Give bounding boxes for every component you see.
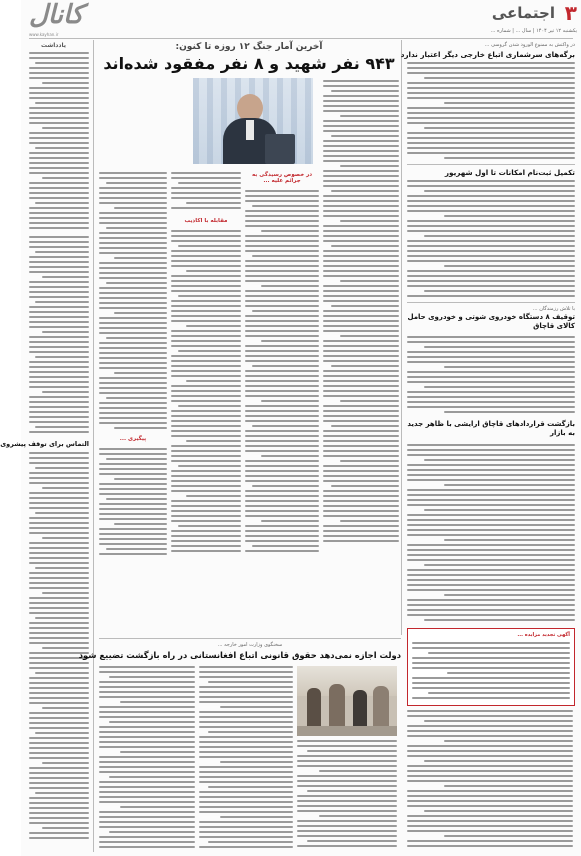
column-label: یادداشت: [41, 42, 66, 49]
sidebar-text-mid: [29, 236, 89, 436]
person-figure: [373, 686, 389, 730]
main-right-divider: [401, 40, 402, 635]
right-top-kicker: در واکنش به ممنوع الورود شدن گروسی ...: [484, 42, 575, 48]
bottom-kicker: سخنگوی وزارت امور خارجه ...: [217, 642, 283, 648]
right-lower-text: [407, 336, 575, 416]
right-lower-headline: توقیف ۸ دستگاه خودروی شوتی و خودروی حامل کالای قاچاق: [407, 313, 575, 330]
right-bottom-text: [407, 444, 575, 624]
sidebar-divider: [93, 40, 94, 852]
bottom-col-2: [199, 666, 293, 852]
sidebar-text-top: [29, 52, 89, 232]
main-col-3: [171, 230, 241, 560]
notice-text: [412, 642, 570, 702]
main-col-2: [245, 190, 319, 560]
person-figure: [353, 690, 367, 730]
main-kicker: آخرین آمار جنگ ۱۲ روزه تا کنون:: [175, 42, 323, 52]
sidebar-bottom-title: التماس برای توقف پیشروی: [0, 440, 89, 448]
logo-url: www.kayhan.ir: [29, 32, 59, 37]
main-headline: ۹۴۳ نفر شهید و ۸ نفر مفقود شده‌اند: [103, 54, 395, 73]
bottom-col-3: [99, 666, 195, 852]
page-number: ۳: [564, 1, 577, 25]
main-photo: [193, 78, 313, 164]
main-subhead-3: پیگیری ...: [119, 436, 147, 442]
right-mid-headline: تکمیل ثبت‌نام امکانات تا اول شهریور: [444, 168, 575, 177]
main-subhead-1: در خصوص رسیدگی به جرائم علیه ...: [251, 172, 313, 184]
right-lower-kicker: با تلاش رزمندگان ...: [532, 306, 575, 312]
person-figure: [307, 688, 321, 728]
bottom-headline: دولت اجازه نمی‌دهد حقوق قانونی اتباع افغانستانی در راه بازگشت تضییع شود: [78, 650, 401, 660]
masthead-divider: [29, 38, 573, 39]
main-col-4: [99, 172, 167, 432]
person-figure: [329, 684, 345, 730]
masthead: [411, 1, 577, 26]
logo-text: کانال: [29, 0, 84, 30]
right-final-text: [407, 710, 573, 852]
bottom-col-1: [297, 740, 397, 852]
microphone-stand: [265, 134, 295, 164]
right-top-text: [407, 62, 575, 162]
right-mid-text: [407, 180, 575, 300]
section-label: اجتماعی: [491, 4, 555, 22]
main-col-3-top: [171, 172, 241, 212]
notice-title: آگهی تجدید مزایده ...: [517, 632, 570, 638]
dateline: یکشنبه ۱۲ تیر ۱۴۰۴ | سال ... | شماره ...: [490, 28, 577, 34]
logo: [29, 0, 85, 38]
right-top-headline: برگه‌های سرشماری اتباع خارجی دیگر اعتبار ندارد: [400, 50, 575, 59]
bottom-photo: [297, 666, 397, 736]
main-subhead-2: مقابله با اکاذیب: [184, 218, 228, 224]
right-lower-headline-2: بازگشت قرارداد‌های قاچاق ارایشی با ظاهر جدید به بازار: [407, 420, 575, 437]
notice-box: [407, 628, 575, 706]
main-col-1: [323, 80, 399, 560]
main-col-4-bottom: [99, 448, 167, 560]
